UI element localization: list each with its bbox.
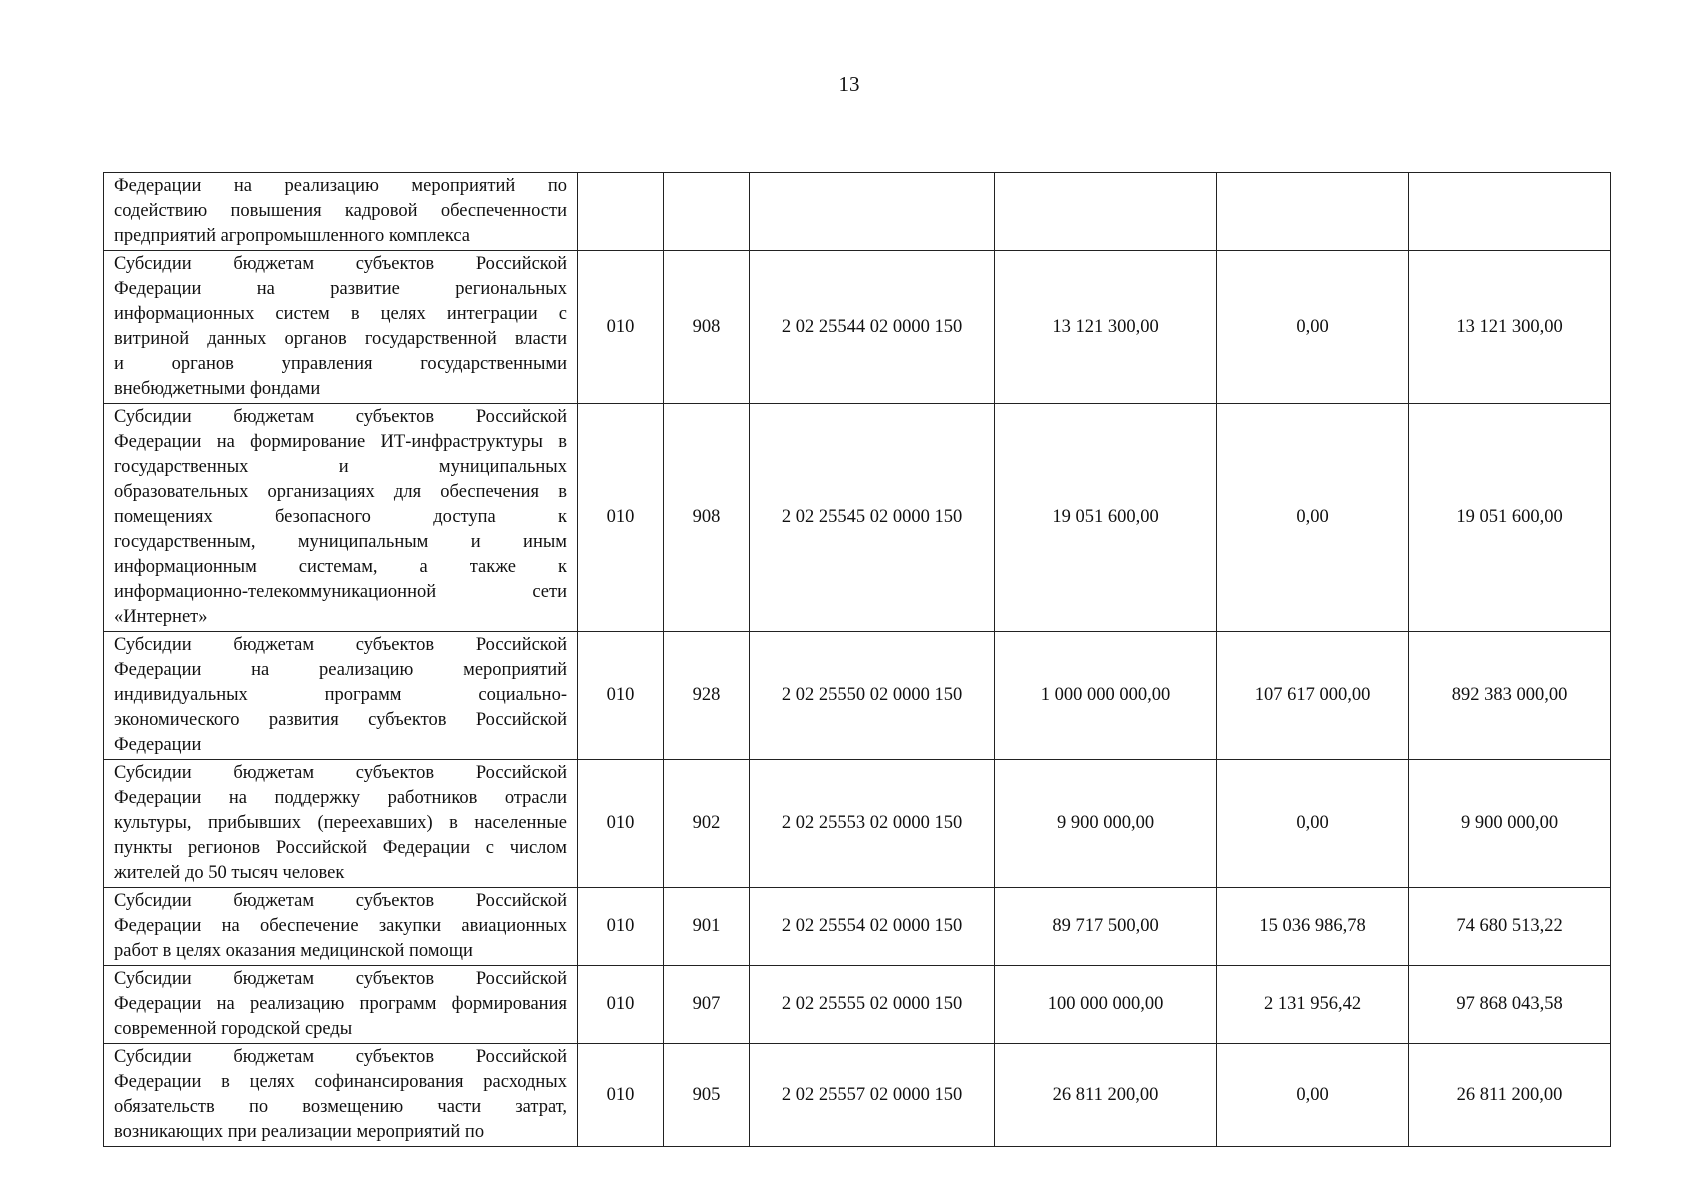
description-cell (104, 966, 578, 1044)
description-line: и органов управления государственными (114, 354, 567, 374)
description-line: Субсидии бюджетам субъектов Российской (114, 969, 567, 989)
remaining-amount-cell: 892 383 000,00 (1409, 632, 1611, 760)
table-row (104, 1044, 1611, 1147)
description-line: Федерации (114, 735, 202, 755)
plan-amount-cell: 13 121 300,00 (995, 251, 1217, 404)
description-line: государственных и муниципальных (114, 457, 567, 477)
row-code-cell: 010 (578, 251, 664, 404)
description-line: Субсидии бюджетам субъектов Российской (114, 891, 567, 911)
table-body (104, 173, 1611, 1147)
description-line: Федерации на реализацию программ формирования (114, 994, 567, 1014)
description-line: Субсидии бюджетам субъектов Российской (114, 254, 567, 274)
executed-amount-cell (1217, 173, 1409, 251)
admin-code-cell: 908 (664, 404, 750, 632)
description-cell (104, 760, 578, 888)
row-code-cell: 010 (578, 404, 664, 632)
description-line: индивидуальных программ социально- (114, 685, 567, 705)
description-line: Федерации на поддержку работников отрасли (114, 788, 567, 808)
executed-amount-cell: 107 617 000,00 (1217, 632, 1409, 760)
executed-amount-cell: 15 036 986,78 (1217, 888, 1409, 966)
description-line: государственным, муниципальным и иным (114, 532, 567, 552)
plan-amount-cell: 89 717 500,00 (995, 888, 1217, 966)
description-line: Федерации на развитие региональных (114, 279, 567, 299)
description-line: жителей до 50 тысяч человек (114, 863, 345, 883)
description-line: информационным системам, а также к (114, 557, 567, 577)
kbk-cell: 2 02 25553 02 0000 150 (750, 760, 995, 888)
budget-table (103, 172, 1611, 1147)
row-code-cell: 010 (578, 1044, 664, 1147)
executed-amount-cell: 0,00 (1217, 1044, 1409, 1147)
plan-amount-cell: 19 051 600,00 (995, 404, 1217, 632)
description-cell (104, 632, 578, 760)
row-code-cell: 010 (578, 632, 664, 760)
kbk-cell: 2 02 25555 02 0000 150 (750, 966, 995, 1044)
description-line: Федерации на реализацию мероприятий (114, 660, 567, 680)
table-row (104, 251, 1611, 404)
description-cell (104, 251, 578, 404)
remaining-amount-cell: 74 680 513,22 (1409, 888, 1611, 966)
executed-amount-cell: 2 131 956,42 (1217, 966, 1409, 1044)
table-row (104, 760, 1611, 888)
description-line: Федерации на формирование ИТ-инфраструктуры в (114, 432, 567, 452)
description-line: витриной данных органов государственной власти (114, 329, 567, 349)
description-cell (104, 1044, 578, 1147)
description-line: «Интернет» (114, 607, 208, 627)
description-line: экономического развития субъектов Российской (114, 710, 567, 730)
admin-code-cell: 902 (664, 760, 750, 888)
table-row (104, 966, 1611, 1044)
description-line: пункты регионов Российской Федерации с числом (114, 838, 567, 858)
remaining-amount-cell: 13 121 300,00 (1409, 251, 1611, 404)
admin-code-cell: 928 (664, 632, 750, 760)
admin-code-cell: 901 (664, 888, 750, 966)
executed-amount-cell: 0,00 (1217, 760, 1409, 888)
description-line: Федерации на реализацию мероприятий по (114, 176, 567, 196)
description-line: возникающих при реализации мероприятий по (114, 1122, 485, 1142)
table-row (104, 632, 1611, 760)
description-cell (104, 173, 578, 251)
description-line: содействию повышения кадровой обеспеченности (114, 201, 567, 221)
description-line: Федерации в целях софинансирования расходных (114, 1072, 567, 1092)
page-number: 13 (838, 72, 860, 96)
description-line: Субсидии бюджетам субъектов Российской (114, 635, 567, 655)
executed-amount-cell: 0,00 (1217, 404, 1409, 632)
plan-amount-cell (995, 173, 1217, 251)
row-code-cell (578, 173, 664, 251)
plan-amount-cell: 9 900 000,00 (995, 760, 1217, 888)
table-row (104, 404, 1611, 632)
admin-code-cell: 907 (664, 966, 750, 1044)
kbk-cell: 2 02 25557 02 0000 150 (750, 1044, 995, 1147)
plan-amount-cell: 1 000 000 000,00 (995, 632, 1217, 760)
row-code-cell: 010 (578, 966, 664, 1044)
description-line: Субсидии бюджетам субъектов Российской (114, 763, 567, 783)
remaining-amount-cell: 9 900 000,00 (1409, 760, 1611, 888)
row-code-cell: 010 (578, 888, 664, 966)
description-line: Субсидии бюджетам субъектов Российской (114, 407, 567, 427)
kbk-cell: 2 02 25554 02 0000 150 (750, 888, 995, 966)
admin-code-cell: 908 (664, 251, 750, 404)
description-cell (104, 404, 578, 632)
kbk-cell (750, 173, 995, 251)
table-row (104, 888, 1611, 966)
plan-amount-cell: 100 000 000,00 (995, 966, 1217, 1044)
kbk-cell: 2 02 25550 02 0000 150 (750, 632, 995, 760)
description-line: Федерации на обеспечение закупки авиационных (114, 916, 567, 936)
description-line: культуры, прибывших (переехавших) в населенные (114, 813, 567, 833)
kbk-cell: 2 02 25544 02 0000 150 (750, 251, 995, 404)
description-line: предприятий агропромышленного комплекса (114, 226, 470, 246)
table-row (104, 173, 1611, 251)
description-line: информационных систем в целях интеграции с (114, 304, 567, 324)
description-line: современной городской среды (114, 1019, 353, 1039)
row-code-cell: 010 (578, 760, 664, 888)
plan-amount-cell: 26 811 200,00 (995, 1044, 1217, 1147)
description-line: помещениях безопасного доступа к (114, 507, 567, 527)
description-line: обязательств по возмещению части затрат, (114, 1097, 567, 1117)
description-line: работ в целях оказания медицинской помощи (114, 941, 473, 961)
admin-code-cell (664, 173, 750, 251)
admin-code-cell: 905 (664, 1044, 750, 1147)
remaining-amount-cell: 26 811 200,00 (1409, 1044, 1611, 1147)
description-cell (104, 888, 578, 966)
kbk-cell: 2 02 25545 02 0000 150 (750, 404, 995, 632)
description-line: внебюджетными фондами (114, 379, 321, 399)
description-line: образовательных организациях для обеспечения в (114, 482, 567, 502)
remaining-amount-cell (1409, 173, 1611, 251)
executed-amount-cell: 0,00 (1217, 251, 1409, 404)
description-line: Субсидии бюджетам субъектов Российской (114, 1047, 567, 1067)
remaining-amount-cell: 19 051 600,00 (1409, 404, 1611, 632)
description-line: информационно-телекоммуникационной сети (114, 582, 567, 602)
remaining-amount-cell: 97 868 043,58 (1409, 966, 1611, 1044)
